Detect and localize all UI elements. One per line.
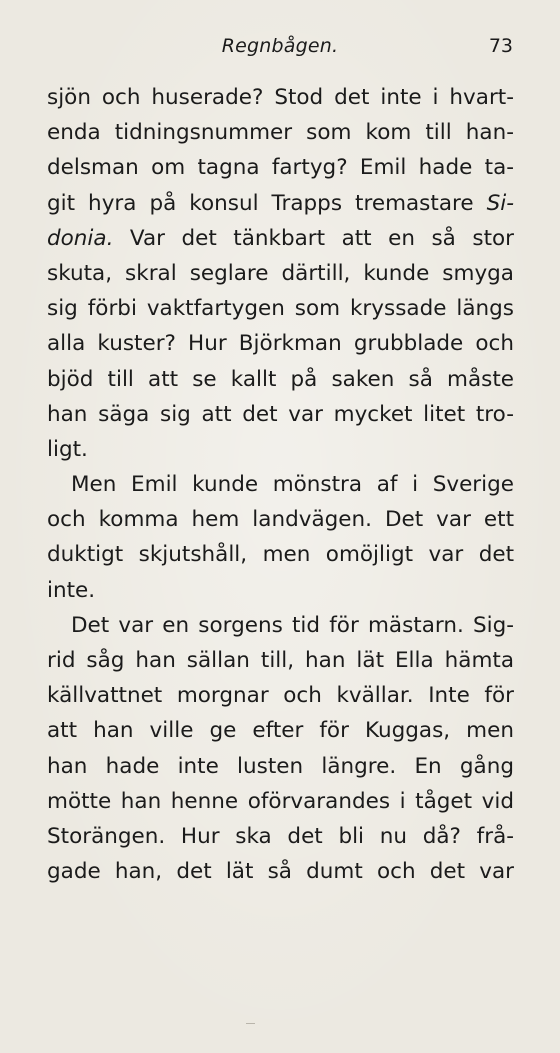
text-segment: git hyra på konsul Trapps tremastare bbox=[47, 190, 487, 216]
text-line: rid såg han sällan till, han lät Ella hämta bbox=[47, 648, 514, 673]
body-text bbox=[47, 80, 514, 889]
printer-mark bbox=[246, 1023, 255, 1024]
text-line: skuta, skral seglare därtill, kunde smyga bbox=[47, 260, 514, 286]
text-line: Storängen. Hur ska det bli nu då? frå- bbox=[47, 823, 514, 849]
text-line: han säga sig att det var mycket litet tro- bbox=[47, 401, 514, 427]
text-line: sjön och huserade? Stod det inte i hvart- bbox=[47, 85, 514, 110]
text-line: gade han, det lät så dumt och det var bbox=[47, 859, 514, 885]
text-line bbox=[47, 221, 514, 256]
text-line: han hade inte lusten längre. En gång bbox=[47, 753, 514, 779]
text-line: inte. bbox=[47, 577, 96, 603]
page-header bbox=[0, 32, 560, 60]
text-segment: Var det tänkbart att en så stor bbox=[113, 225, 514, 251]
text-line bbox=[47, 186, 514, 221]
text-line: ligt. bbox=[47, 436, 88, 462]
text-line: källvattnet morgnar och kvällar. Inte för bbox=[47, 683, 514, 709]
text-line: Men Emil kunde mönstra af i Sverige bbox=[71, 472, 514, 498]
text-line: att han ville ge efter för Kuggas, men bbox=[47, 718, 514, 744]
text-line: mötte han henne oförvarandes i tåget vid bbox=[47, 788, 514, 814]
text-line: Det var en sorgens tid för mästarn. Sig- bbox=[71, 612, 514, 638]
running-title: Regnbågen. bbox=[221, 35, 339, 57]
text-line: alla kuster? Hur Björkman grubblade och bbox=[47, 331, 514, 357]
text-line: duktigt skjutshåll, men omöjligt var det bbox=[47, 542, 514, 568]
text-line: bjöd till att se kallt på saken så måste bbox=[47, 366, 514, 392]
text-line: delsman om tagna fartyg? Emil hade ta- bbox=[47, 155, 514, 181]
italic-ship-name: donia. bbox=[47, 225, 114, 251]
text-line: enda tidningsnummer som kom till han- bbox=[47, 120, 514, 146]
page-number: 73 bbox=[488, 35, 513, 57]
text-line: sig förbi vaktfartygen som kryssade längs bbox=[47, 296, 514, 322]
text-line: och komma hem landvägen. Det var ett bbox=[47, 507, 514, 533]
italic-ship-name: Si- bbox=[486, 190, 514, 216]
